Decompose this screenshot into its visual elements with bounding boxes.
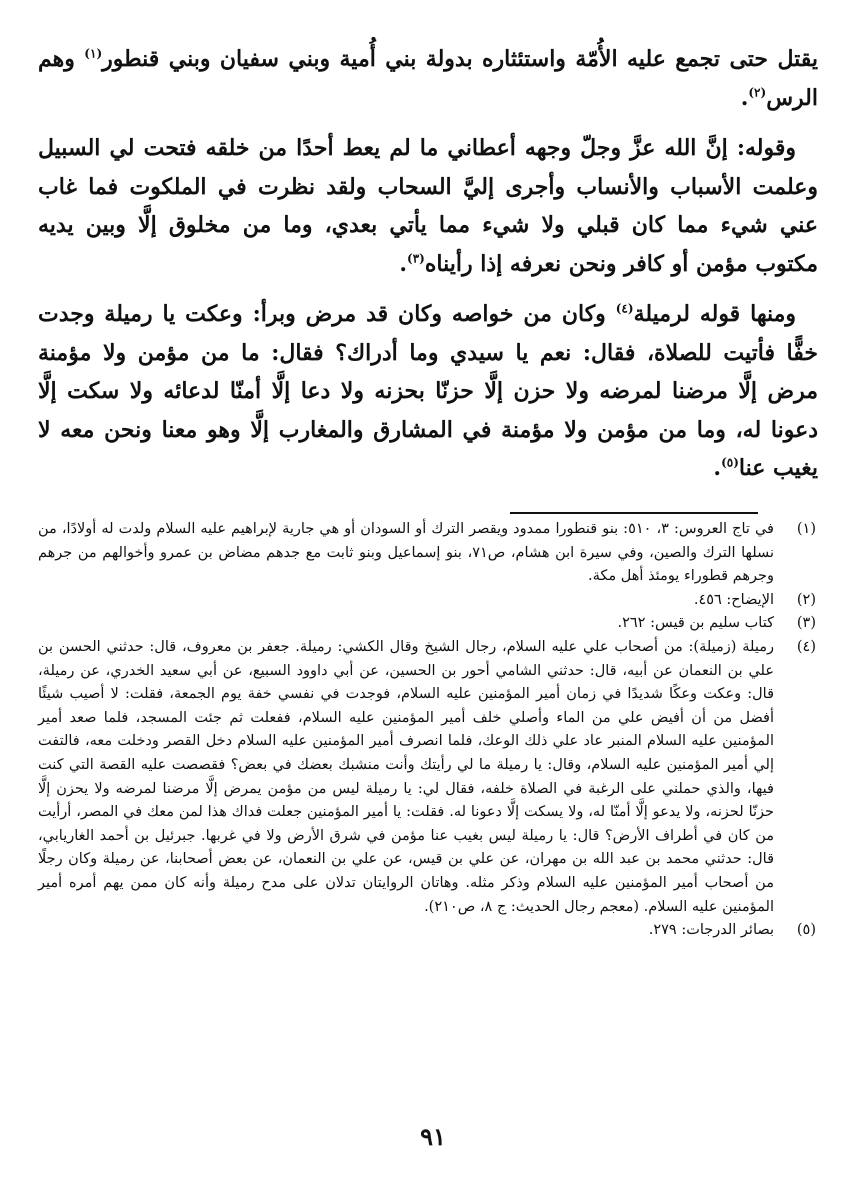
footnote-number: (٤) [796, 638, 816, 655]
paragraph-2 [38, 129, 818, 283]
paragraph-1-continued: وهم الرس [38, 46, 818, 111]
footnote-text: في تاج العروس: ٣، ٥١٠: بنو قنطورا ممدود ويقصر الترك أو السودان أو هي جارية لإبراهيم عليه السلام ولدت له أولادًا، من نسلها الترك والصين، وفي سيرة ابن هشام، ص٧١، بنو إسماعيل وبنو ثابت مع جدهم مضاض بن عمرو وأخوالهم من جرهم وجرهم قطوراء يومئذ أهل مكة. [38, 521, 774, 585]
footnote-ref-2: (٢) [748, 85, 767, 100]
paragraph-1-text: يقتل حتى تجمع عليه الأُمّة واستئثاره بدولة بني أُمية وبني سفيان وبني قنطور [102, 46, 818, 72]
footnote-number: (٥) [796, 922, 816, 939]
footnotes [38, 518, 816, 943]
footnote-number: (٢) [796, 591, 816, 608]
footnote-3 [38, 612, 816, 636]
paragraph-2-end: . [399, 250, 408, 277]
footnote-2 [38, 589, 816, 613]
footnote-text: بصائر الدرجات: ٢٧٩. [648, 922, 774, 939]
footnote-text: رميلة (زميلة): من أصحاب علي عليه السلام، رجال الشيخ وقال الكشي: رميلة. جعفر بن معروف، قال: حدثني الحسن بن علي بن النعمان عن أبيه، قال: حدثني الشامي أحور بن الحسين، عن أبي داوود السبيع، عن أبي سعيد الخدري، عن رميلة، قال: وعكت وعكًا شديدًا في زمان أمير المؤمنين عليه السلام، فوجدت في نفسي خفة يوم الجمعة، فقلت: لا أصيب شيئًا أفضل من أن أفيض علي من الماء وأصلي خلف أمير المؤمنين عليه السلام، ففعلت ثم جئت المسجد، فلما صعد أمير المؤمنين عليه السلام المنبر عاد علي ذلك الوعك، فلما انصرف أمير المؤمنين عليه السلام دخل القصر ودخلت معه، فالتفت إلي أمير المؤمنين عليه السلام، وقال: يا رميلة ما لي رأيتك وأنت منشبك بعضك في بعض؟ فقصصت عليه القصة التي كنت فيها، والذي حملني على الرغبة في الصلاة خلفه، فقال لي: يا رميلة ليس من مؤمن يمرض إلَّا مرضنا لمرضه ولا يحزن إلَّا حزنّا لحزنه، ولا يدعو إلَّا أمنّا له، ولا يسكت إلَّا دعونا له. فقلت: يا أمير المؤمنين جعلت فداك هذا لمن معك في المصر، أرأيت من كان في أطراف الأرض؟ قال: يا رميلة ليس بغيب عنا مؤمن في شرق الأرض ولا في غربها. جبرئيل بن أحمد الغاريابي، قال: حدثني محمد بن عبد الله بن مهران، عن علي بن قيس، عن علي بن النعمان، عن بعض أصحابنا، عن رميلة وكان رجلًا من أصحاب أمير المؤمنين عليه السلام وذكر مثله. وهاتان الروايتان تدلان على مدح رميلة وأنه كان ممن يهم أمره أمير المؤمنين عليه السلام. (معجم رجال الحديث: ج ٨، ص٢١٠). [38, 638, 774, 915]
footnote-ref-1: (١) [84, 46, 103, 61]
paragraph-3-text: ومنها قوله لرميلة [633, 301, 797, 327]
footnote-number: (٣) [796, 615, 816, 632]
paragraph-1 [38, 40, 818, 117]
paragraph-2-text: وقوله: إنَّ الله عزَّ وجلّ وجهه أعطاني ما لم يعط أحدًا من خلقه فتحت لي السبيل وعلمت الأسباب والأنساب وأجرى إليَّ السحاب ولقد نظرت في الملكوت فما غاب عني شيء مما كان قبلي ولا شيء مما يأتي بعدي، وما من مخلوق إلَّا وبين يديه مكتوب مؤمن أو كافر ونحن نعرفه إذا رأيناه [38, 135, 818, 277]
paragraph-1-end: . [740, 84, 749, 111]
footnote-ref-5: (٥) [721, 455, 739, 470]
footnote-5 [38, 919, 816, 943]
footnote-1 [38, 518, 816, 589]
main-text [38, 40, 818, 500]
footnote-ref-3: (٣) [407, 251, 425, 266]
footnote-ref-4: (٤) [615, 301, 634, 316]
footnote-number: (١) [796, 521, 816, 537]
paragraph-3-continued: وكان من خواصه وكان قد مرض وبرأ: وعكت يا رميلة وجدت خفًّا فأتيت للصلاة، فقال: نعم يا سيدي وما أدراك؟ فقال: ما من مؤمن ولا مؤمنة مرض إلَّا مرضنا لمرضه ولا حزن إلَّا حزنّا بحزنه ولا دعا إلَّا أمنّا لدعائه ولا سكت إلَّا دعونا له، وما من مؤمن ولا مؤمنة في المشارق والمغارب إلَّا وهو معنا ونحن معه لا يغيب عنا [38, 301, 818, 481]
paragraph-3-end: . [713, 455, 722, 481]
footnote-text: كتاب سليم بن قيس: ٢٦٢. [617, 615, 774, 632]
footnote-4 [38, 636, 816, 919]
footnote-text: الإيضاح: ٤٥٦. [693, 591, 774, 608]
footnote-separator [510, 512, 758, 514]
page-number: ٩١ [420, 1122, 446, 1151]
paragraph-3 [38, 295, 818, 488]
